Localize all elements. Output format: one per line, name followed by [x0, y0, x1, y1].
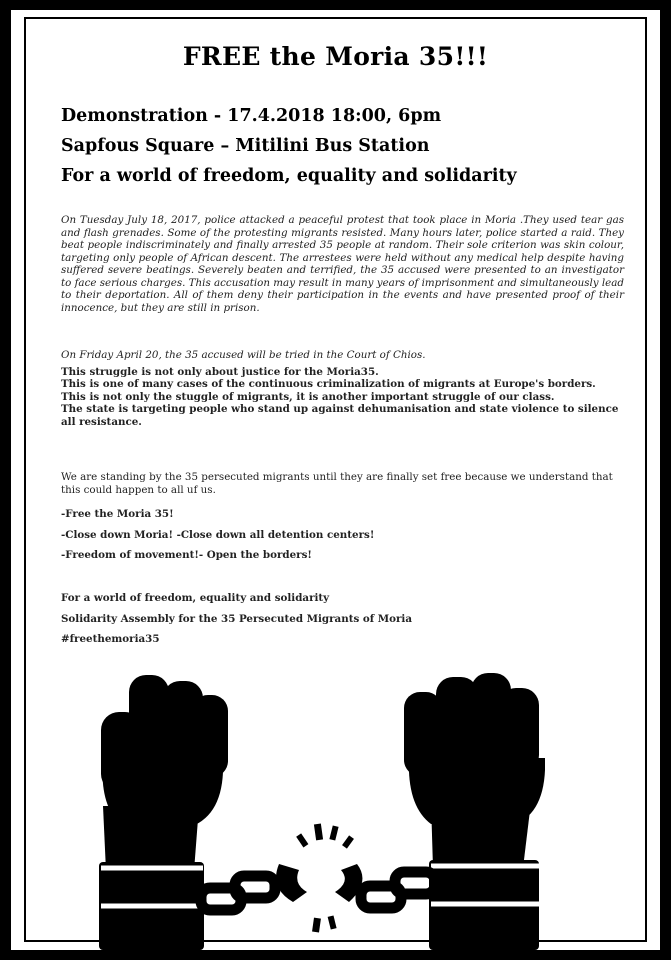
- slogan-list: [61, 504, 624, 566]
- flyer-sheet: [11, 10, 660, 950]
- flyer-title: FREE the Moria 35!!!: [182, 42, 489, 71]
- slogan-close-moria: -Close down Moria! -Close down all detention centers!: [61, 528, 375, 541]
- trial-paragraph: On Friday April 20, the 35 accused will be tried in the Court of Chios.: [61, 349, 426, 361]
- struggle-line: This is not only the stuggle of migrants, it is another important struggle of our class.: [61, 390, 555, 403]
- solidarity-paragraph: We are standing by the 35 persecuted migrants until they are finally set free because we understand that this could happen to all uf us.: [61, 471, 613, 496]
- struggle-statement: [61, 366, 624, 428]
- organizer-name: Solidarity Assembly for the 35 Persecuted Migrants of Moria: [61, 612, 412, 625]
- raised-fist-right-icon: [404, 673, 545, 950]
- struggle-line: This struggle is not only about justice for the Moria35.: [61, 366, 379, 378]
- slogan-free-moria: -Free the Moria 35!: [61, 508, 174, 520]
- hashtag: #freethemoria35: [61, 633, 160, 645]
- struggle-line: This is one of many cases of the continuous criminalization of migrants at Europe's borders.: [61, 378, 596, 391]
- headline-slogan: For a world of freedom, equality and solidarity: [61, 166, 517, 186]
- slogan-open-borders: -Freedom of movement!- Open the borders!: [61, 549, 312, 561]
- closing-block: [61, 588, 624, 650]
- broken-chains-illustration: [11, 666, 660, 950]
- demonstration-location: Sapfous Square – Mitilini Bus Station: [61, 136, 430, 156]
- closing-slogan: For a world of freedom, equality and solidarity: [61, 592, 330, 604]
- struggle-line: The state is targeting people who stand up against dehumanisation and state violence to silence all resistance.: [61, 403, 619, 428]
- incident-paragraph: On Tuesday July 18, 2017, police attacked a peaceful protest that took place in Moria .They used tear gas and flash grenades. Some of the protesting migrants resisted. Many hours later, police started a raid. They beat people indiscriminately and finally arrested 35 people at random. Their sole criterion was skin colour, targeting only people of African descent. The arrestees were held without any medical help despite having suffered severe beatings. Severely beaten and terrified, the 35 accused were presented to an investigator to face serious charges. This accusation may result in many years of imprisonment and simultaneously lead to their deportation. All of them deny their participation in the events and have presented proof of their innocence, but they are still in prison.: [61, 214, 624, 314]
- chain-right-icon: [361, 872, 435, 908]
- chain-left-icon: [201, 876, 275, 910]
- broken-chain-icon: [276, 824, 362, 933]
- demonstration-date: Demonstration - 17.4.2018 18:00, 6pm: [61, 106, 442, 126]
